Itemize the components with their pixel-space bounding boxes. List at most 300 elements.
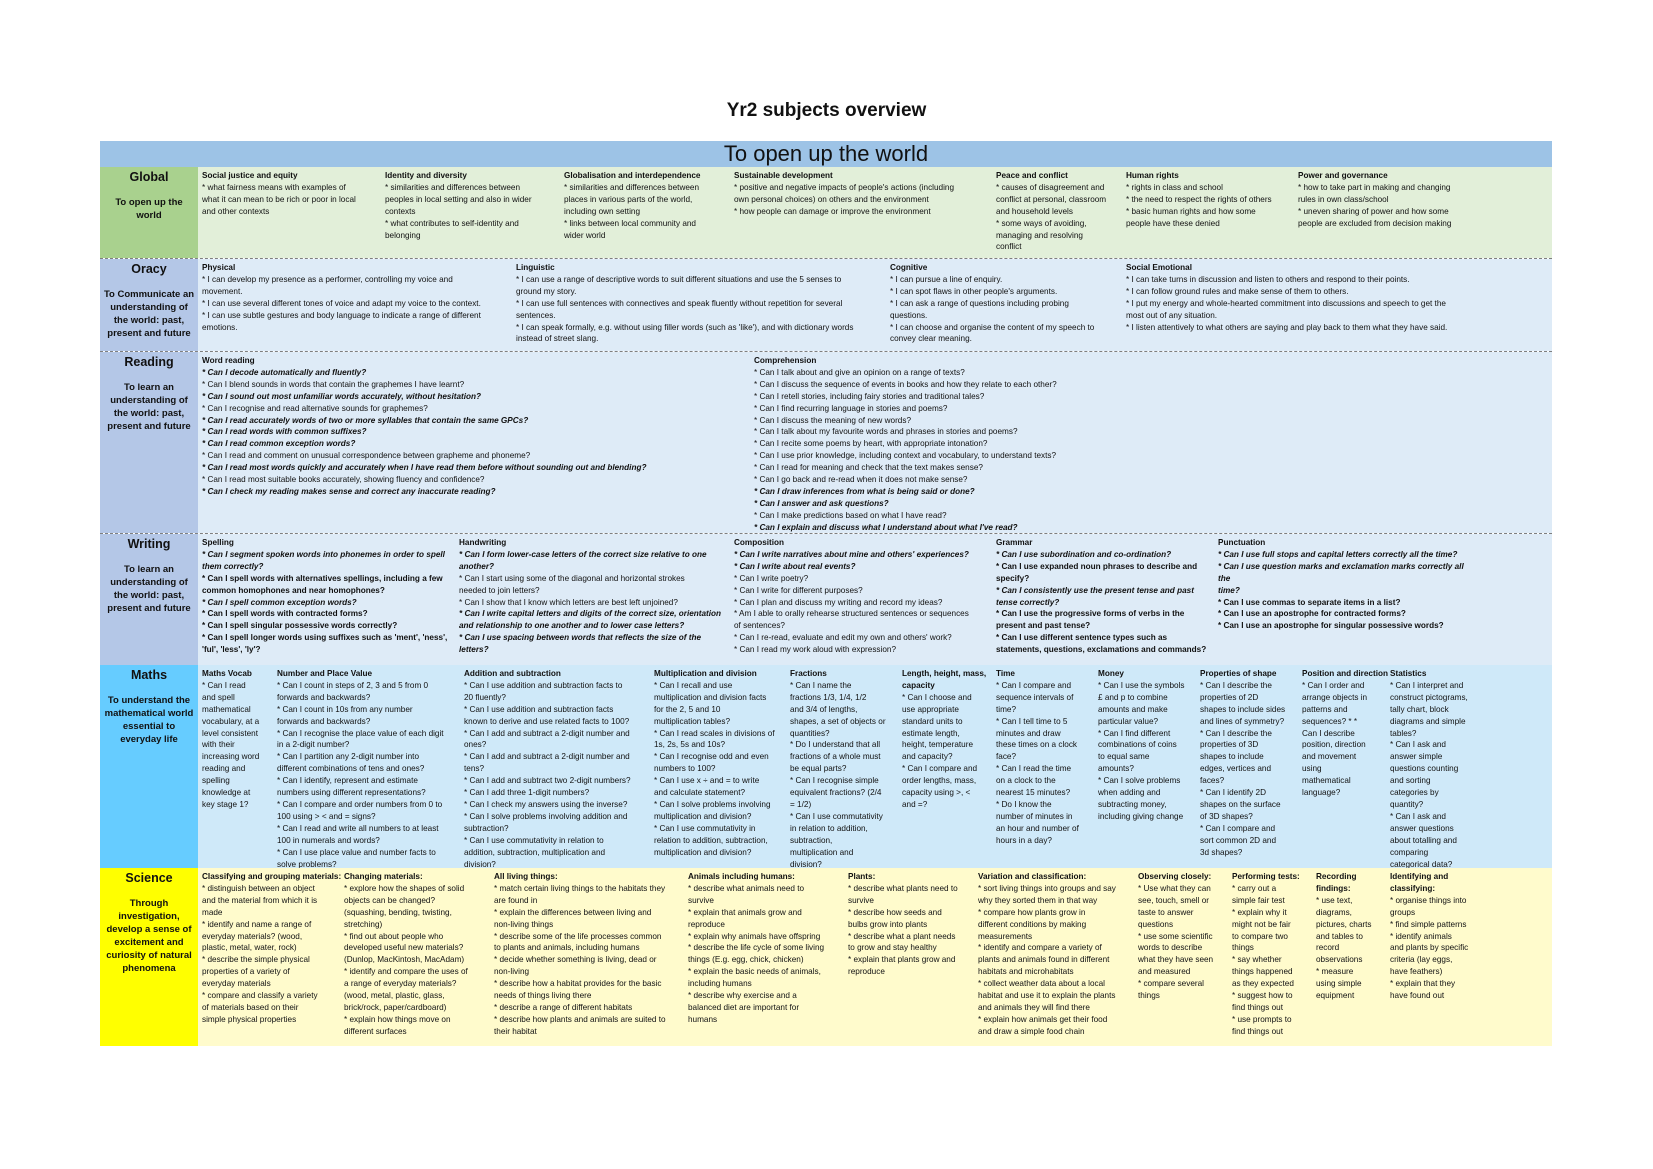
oracy-topic-line: convey clear meaning. [890, 334, 972, 344]
science-subject-aim: Through investigation, develop a sense of excitement and curiosity of natural phenomena [106, 898, 192, 974]
science-topic-heading: Animals including humans: [688, 872, 795, 881]
maths-topic-line: numbers to 100? [654, 764, 716, 774]
writing-topic-column [734, 534, 994, 656]
writing-topic-heading: Handwriting [459, 538, 507, 547]
reading-subject-name: Reading [124, 355, 174, 369]
science-topic-line: a range of everyday materials? [344, 979, 457, 989]
maths-topic-line: position, direction [1302, 740, 1366, 750]
science-topic-line: observations [1316, 955, 1363, 965]
maths-topic-line: = 1/2) [790, 799, 812, 809]
writing-topic-column [459, 534, 729, 656]
maths-topic-line: categorical data? [1390, 859, 1453, 869]
science-topic-line: measurements [978, 931, 1033, 941]
oracy-topic-line: emotions. [202, 322, 238, 332]
science-topic-line: pictures, charts [1316, 919, 1372, 929]
global-topic-line: and other contexts [202, 206, 270, 216]
reading-topic-heading: Word reading [202, 356, 255, 365]
science-topic-line: * explain how things move on [344, 1014, 451, 1024]
oracy-topic-heading: Linguistic [516, 263, 555, 272]
writing-topic-line: * Can I use commas to separate items in a list? [1218, 597, 1401, 607]
reading-topic-line: * Can I discuss the sequence of events in books and how they relate to each other? [754, 379, 1057, 389]
oracy-topic-line: * I can use subtle gestures and body language to indicate a range of different [202, 310, 481, 320]
maths-topic-line: * Can I check my answers using the inverse? [464, 799, 628, 809]
maths-topic-line: time? [996, 704, 1017, 714]
science-topic-line: as they expected [1232, 979, 1294, 989]
oracy-topic-column [890, 259, 1122, 345]
maths-topic-line: shapes to include sides [1200, 704, 1286, 714]
writing-topic-line: * Can I consistently use the present tense and past [996, 585, 1194, 595]
maths-topic-heading: Statistics [1390, 669, 1427, 678]
science-topic-column [494, 868, 688, 1038]
oracy-topic-line: * I listen attentively to what others are saying and play back to them what they have said. [1126, 322, 1448, 332]
global-topic-line: * links between local community and [564, 218, 696, 228]
maths-topic-line: spelling [202, 776, 230, 786]
maths-topic-line: * Can I name the [790, 680, 852, 690]
science-topic-line: have feathers) [1390, 967, 1443, 977]
maths-topic-line: subtraction, [790, 835, 833, 845]
maths-topic-line: in a 2-digit number? [277, 740, 350, 750]
maths-topic-line: knowledge at [202, 788, 251, 798]
maths-topic-line: * Can I compare and [996, 680, 1072, 690]
science-topic-line: their habitat [494, 1026, 537, 1036]
maths-topic-line: language? [1302, 788, 1341, 798]
writing-topic-line: * Can I spell longer words using suffixes such as 'ment', 'ness', [202, 633, 448, 643]
science-topic-column [1138, 868, 1232, 1002]
maths-topic-line: * Can I recognise the place value of each digit [277, 728, 444, 738]
reading-topic-line: * Can I make predictions based on what I have read? [754, 510, 947, 520]
science-topic-line: * decide whether something is living, dead or [494, 955, 657, 965]
science-topic-column [1232, 868, 1314, 1038]
science-topic-line: * describe what a plant needs [848, 931, 956, 941]
global-topic-line: people have these denied [1126, 218, 1220, 228]
science-topic-heading: Performing tests: [1232, 872, 1300, 881]
reading-topic-line: * Can I read words with common suffixes? [202, 427, 367, 437]
global-topic-heading: Power and governance [1298, 171, 1388, 180]
maths-topic-line: * Can I choose and [902, 692, 972, 702]
science-topic-line: why they sorted them in that way [978, 895, 1098, 905]
science-topic-line: record [1316, 943, 1340, 953]
oracy-topic-line: * I can use several different tones of voice and adapt my voice to the context. [202, 298, 481, 308]
reading-topic-line: * Can I read accurately words of two or more syllables that contain the same GPCs? [202, 415, 529, 425]
science-topic-line: and plants by specific [1390, 943, 1469, 953]
science-topic-line: everyday materials? (wood, [202, 931, 303, 941]
oracy-topic-column [202, 259, 512, 333]
science-topic-line: developed useful new materials? [344, 943, 464, 953]
global-topic-line: contexts [385, 206, 416, 216]
science-topic-line: properties of a variety of [202, 967, 290, 977]
oracy-topic-line: movement. [202, 286, 243, 296]
science-topic-line: to grow and stay healthy [848, 943, 937, 953]
maths-topic-line: questions counting [1390, 764, 1459, 774]
science-topic-line: * describe how a habitat provides for the basic [494, 979, 662, 989]
maths-topic-line: including giving change [1098, 811, 1184, 821]
maths-topic-line: quantities? [790, 728, 830, 738]
maths-topic-line: and lines of symmetry? [1200, 716, 1285, 726]
page-title: Yr2 subjects overview [726, 100, 927, 121]
science-topic-line: diagrams, [1316, 907, 1352, 917]
reading-topic-line: * Can I decode automatically and fluently? [202, 367, 367, 377]
maths-topic-line: categories by [1390, 788, 1439, 798]
global-topic-heading: Sustainable development [734, 171, 833, 180]
maths-topic-line: tables? [1390, 728, 1417, 738]
science-topic-line: * find out about people who [344, 931, 444, 941]
maths-topic-line: shapes, a set of objects or [790, 716, 886, 726]
oracy-topic-heading: Cognitive [890, 263, 928, 272]
writing-topic-heading: Grammar [996, 538, 1033, 547]
science-topic-line: words to describe [1138, 943, 1203, 953]
maths-topic-line: capacity using >, < [902, 788, 971, 798]
maths-topic-line: * Do I know the [996, 799, 1052, 809]
maths-topic-line: * Can I solve problems [1098, 776, 1181, 786]
maths-topic-line: forwards and backwards? [277, 716, 371, 726]
global-topic-line: * some ways of avoiding, [996, 218, 1087, 228]
maths-topic-line: * Can I use addition and subtraction facts [464, 704, 614, 714]
science-topic-line: made [202, 907, 223, 917]
science-topic-line: * distinguish between an object [202, 883, 315, 893]
banner-title: To open up the world [100, 141, 1552, 167]
maths-topic-line: hours in a day? [996, 835, 1052, 845]
science-topic-line: * explain why it [1232, 907, 1287, 917]
maths-topic-line: diagrams and simple [1390, 716, 1466, 726]
maths-topic-line: * Can I solve problems involving addition and [464, 811, 628, 821]
maths-topic-line: different combinations of tens and ones? [277, 764, 425, 774]
reading-topic-line: * Can I find recurring language in stories and poems? [754, 403, 948, 413]
writing-topic-line: another? [459, 561, 495, 571]
science-topic-line: to compare two [1232, 931, 1288, 941]
writing-topic-line: * Can I use different sentence types such as [996, 633, 1168, 643]
reading-topic-line: * Can I check my reading makes sense and correct any inaccurate reading? [202, 486, 496, 496]
maths-topic-line: 20 fluently? [464, 692, 506, 702]
science-topic-line: * carry out a [1232, 883, 1277, 893]
global-topic-heading: Social justice and equity [202, 171, 298, 180]
maths-topic-line: 100 in numerals and words? [277, 835, 380, 845]
maths-topic-column [654, 665, 788, 859]
maths-topic-line: number of minutes in [996, 811, 1073, 821]
oracy-label [100, 259, 198, 351]
science-topic-line: * use prompts to [1232, 1014, 1292, 1024]
maths-topic-line: increasing word [202, 752, 260, 762]
global-topic-line: belonging [385, 230, 421, 240]
maths-topic-column [1302, 665, 1388, 799]
maths-topic-line: properties of 3D [1200, 740, 1259, 750]
global-topic-line: * positive and negative impacts of people's actions (including [734, 182, 955, 192]
maths-topic-line: shapes on the surface [1200, 799, 1281, 809]
global-label [100, 167, 198, 258]
science-topic-line: * suggest how to [1232, 991, 1293, 1001]
writing-topic-line: * Can I spell words with alternatives spellings, including a few [202, 573, 443, 583]
maths-topic-column [1098, 665, 1198, 823]
maths-topic-line: equivalent fractions? (2/4 [790, 788, 882, 798]
writing-topic-line: * Can I start using some of the diagonal and horizontal strokes [459, 573, 685, 583]
maths-topic-line: and capacity? [902, 752, 953, 762]
science-topic-line: * explain that animals grow and [688, 907, 802, 917]
science-topic-line: * describe the life cycle of some living [688, 943, 825, 953]
science-topic-heading: Recording findings: [1316, 872, 1357, 893]
science-topic-line: see, touch, smell or [1138, 895, 1209, 905]
maths-topic-heading: Position and direction [1302, 669, 1388, 678]
maths-topic-line: for the 2, 5 and 10 [654, 704, 721, 714]
science-topic-line: find things out [1232, 1026, 1283, 1036]
maths-topic-line: sequence intervals of [996, 692, 1074, 702]
maths-topic-line: and =? [902, 799, 928, 809]
maths-topic-line: * Can I read [202, 680, 246, 690]
maths-topic-line: * Can I add and subtract a 2-digit number and [464, 728, 630, 738]
science-topic-line: things happened [1232, 967, 1293, 977]
science-topic-line: plants and animals found in different [978, 955, 1110, 965]
writing-subject-name: Writing [127, 537, 171, 551]
writing-content [198, 534, 1552, 665]
maths-topic-line: sort common 2D and [1200, 835, 1276, 845]
maths-topic-line: particular value? [1098, 716, 1159, 726]
science-topic-line: survive [848, 895, 874, 905]
writing-topic-column [202, 534, 454, 656]
global-topic-line: peoples in local setting and also in wider [385, 194, 532, 204]
science-topic-line: things [1232, 943, 1254, 953]
writing-topic-line: * Can I plan and discuss my writing and record my ideas? [734, 597, 943, 607]
science-topic-line: groups [1390, 907, 1416, 917]
science-topic-line: (squashing, bending, twisting, [344, 907, 452, 917]
maths-topic-line: height, temperature [902, 740, 974, 750]
reading-topic-line: * Can I go back and re-read when it does not make sense? [754, 475, 968, 485]
maths-topic-line: properties of 2D [1200, 692, 1259, 702]
maths-topic-line: * Can I use addition and subtraction facts to [464, 680, 623, 690]
science-topic-line: are found in [494, 895, 538, 905]
maths-topic-line: tally chart, block [1390, 704, 1449, 714]
oracy-topic-line: * I can take turns in discussion and listen to others and respond to their points. [1126, 274, 1410, 284]
global-topic-heading: Peace and conflict [996, 171, 1068, 180]
global-topic-line: * rights in class and school [1126, 182, 1223, 192]
science-subject-name: Science [125, 871, 173, 885]
oracy-topic-line: * I can use a range of descriptive words to suit different situations and use the 5 senses to [516, 274, 842, 284]
writing-topic-line: * Can I write about real events? [734, 561, 856, 571]
science-topic-line: and the material from which it is [202, 895, 318, 905]
oracy-topic-line: * I can ask a range of questions including probing [890, 298, 1069, 308]
global-topic-column [564, 167, 729, 241]
oracy-topic-heading: Physical [202, 263, 236, 272]
science-topic-line: * sort living things into groups and say [978, 883, 1116, 893]
maths-topic-line: answer simple [1390, 752, 1443, 762]
science-topic-line: * say whether [1232, 955, 1282, 965]
global-topic-line: * how people can damage or improve the environment [734, 206, 931, 216]
oracy-topic-line: ground my story. [516, 286, 577, 296]
maths-topic-line: * Can I compare and [1200, 823, 1276, 833]
global-topic-line: * similarities and differences between [564, 182, 700, 192]
maths-topic-line: ones? [464, 740, 487, 750]
maths-topic-line: when adding and [1098, 788, 1161, 798]
global-topic-line: * the need to respect the rights of others [1126, 194, 1272, 204]
oracy-topic-line: most out of any situation. [1126, 310, 1218, 320]
science-topic-line: humans [688, 1014, 718, 1024]
science-topic-line: * explain the differences between living and [494, 907, 652, 917]
science-topic-line: * collect weather data about a local [978, 979, 1105, 989]
writing-subject-aim: To learn an understanding of the world: past, present and future [107, 564, 191, 614]
oracy-topic-line: sentences. [516, 310, 556, 320]
reading-topic-line: * Can I blend sounds in words that contain the graphemes I have learnt? [202, 379, 465, 389]
maths-topic-line: mathematical [202, 704, 251, 714]
maths-topic-line: shapes to include [1200, 752, 1264, 762]
row-maths [100, 665, 1552, 868]
maths-topic-line: an hour and number of [996, 823, 1079, 833]
global-topic-line: conflict at personal, classroom [996, 194, 1107, 204]
maths-topic-column [277, 665, 463, 870]
science-topic-column [1390, 868, 1486, 1002]
maths-topic-line: of 3D shapes? [1200, 811, 1253, 821]
science-topic-line: * explain that plants grow and [848, 955, 956, 965]
maths-topic-line: and 3/4 of lengths, [790, 704, 858, 714]
global-topic-line: managing and resolving [996, 230, 1083, 240]
global-subject-aim: To open up the world [115, 197, 183, 221]
maths-topic-line: * Can I recognise simple [790, 776, 879, 786]
global-topic-line: * how to take part in making and changing [1298, 182, 1451, 192]
global-topic-column [1126, 167, 1294, 230]
science-topic-line: non-living things [494, 919, 554, 929]
science-topic-line: objects can be changed? [344, 895, 436, 905]
science-content [198, 868, 1552, 1046]
writing-topic-line: needed to join letters? [459, 585, 540, 595]
science-topic-line: things [1138, 991, 1160, 1001]
science-topic-line: * identify animals [1390, 931, 1452, 941]
maths-topic-line: * Can I ask and [1390, 811, 1446, 821]
science-topic-line: * describe how seeds and [848, 907, 942, 917]
maths-topic-line: order lengths, mass, [902, 776, 977, 786]
global-topic-column [734, 167, 989, 218]
maths-topic-line: * Can I compare and [902, 764, 978, 774]
writing-topic-line: * Can I re-read, evaluate and edit my own and others' work? [734, 633, 952, 643]
science-topic-line: including humans [688, 979, 752, 989]
writing-topic-column [996, 534, 1216, 656]
writing-topic-line: time? [1218, 585, 1240, 595]
science-topic-heading: Plants: [848, 872, 876, 881]
writing-topic-line: * Can I write for different purposes? [734, 585, 863, 595]
science-topic-line: * describe the simple physical [202, 955, 310, 965]
maths-topic-line: be equal parts? [790, 764, 847, 774]
oracy-topic-heading: Social Emotional [1126, 263, 1192, 272]
science-topic-column [848, 868, 976, 978]
science-topic-line: to plants and animals, including humans [494, 943, 640, 953]
writing-topic-line: * Can I use question marks and exclamation marks correctly all the [1218, 561, 1464, 583]
reading-label [100, 352, 198, 533]
science-topic-line: and measured [1138, 967, 1191, 977]
science-topic-line: * compare several [1138, 979, 1204, 989]
maths-topic-line: and sorting [1390, 776, 1431, 786]
writing-topic-line: * Can I use full stops and capital letters correctly all the time? [1218, 549, 1458, 559]
maths-topic-line: * Can I use the symbols [1098, 680, 1185, 690]
science-topic-line: * describe what plants need to [848, 883, 958, 893]
writing-topic-line: * Can I use an apostrophe for contracted forms? [1218, 609, 1406, 619]
maths-topic-column [790, 665, 900, 870]
science-topic-heading: Observing closely: [1138, 872, 1212, 881]
maths-topic-line: about totalling and [1390, 835, 1457, 845]
maths-topic-line: use appropriate [902, 704, 959, 714]
writing-topic-line: * Can I use expanded noun phrases to describe and [996, 561, 1198, 571]
maths-topic-line: multiplication and division facts [654, 692, 767, 702]
maths-topic-line: forwards and backwards? [277, 692, 371, 702]
science-topic-line: criteria (lay eggs, [1390, 955, 1453, 965]
writing-topic-line: tense correctly? [996, 597, 1060, 607]
maths-topic-column [202, 665, 274, 811]
maths-topic-line: division? [790, 859, 822, 869]
maths-topic-column [996, 665, 1096, 847]
global-subject-name: Global [129, 170, 169, 184]
writing-topic-line: statements, questions, exclamations and commands? [996, 645, 1207, 655]
maths-topic-line: * Can I use place value and number facts to [277, 847, 436, 857]
row-science [100, 868, 1552, 1046]
maths-topic-line: * Do I understand that all [790, 740, 881, 750]
maths-topic-line: combinations of coins [1098, 740, 1177, 750]
maths-topic-line: * Can I read the time [996, 764, 1072, 774]
science-topic-line: different conditions by making [978, 919, 1087, 929]
science-topic-line: needs of things living there [494, 991, 592, 1001]
maths-topic-line: * Can I use commutativity [790, 811, 883, 821]
writing-topic-line: and relationship to one another and to lower case letters? [459, 621, 685, 631]
maths-topic-line: fractions of a whole must [790, 752, 881, 762]
reading-topic-line: * Can I answer and ask questions? [754, 498, 889, 508]
oracy-topic-line: * I can choose and organise the content of my speech to [890, 322, 1095, 332]
oracy-topic-line: * I put my energy and whole-hearted commitment into discussions and speech to get the [1126, 298, 1446, 308]
maths-topic-line: * Can I count in 10s from any number [277, 704, 413, 714]
maths-topic-line: 3d shapes? [1200, 847, 1243, 857]
science-topic-line: habitats and microhabitats [978, 967, 1074, 977]
overview-table [100, 141, 1552, 1046]
maths-topic-line: * Can I use x ÷ and = to write [654, 776, 760, 786]
science-topic-line: survive [688, 895, 714, 905]
writing-topic-line: * Can I segment spoken words into phonemes in order to spell [202, 549, 445, 559]
maths-topic-line: solve problems? [277, 859, 337, 869]
science-topic-line: questions [1138, 919, 1174, 929]
science-topic-line: equipment [1316, 991, 1355, 1001]
global-topic-line: and household levels [996, 206, 1073, 216]
oracy-topic-line: * I can follow ground rules and make sense of them to others. [1126, 286, 1349, 296]
maths-topic-line: fractions 1/3, 1/4, 1/2 [790, 692, 867, 702]
science-topic-line: simple fair test [1232, 895, 1285, 905]
reading-topic-line: * Can I read most words quickly and accurately when I have read them before without sounding out and blending? [202, 463, 647, 473]
maths-topic-line: these times on a clock [996, 740, 1078, 750]
science-topic-line: reproduce [848, 967, 885, 977]
global-topic-column [996, 167, 1121, 253]
maths-topic-line: addition, subtraction, multiplication and [464, 847, 606, 857]
science-topic-line: brick/rock, paper/cardboard) [344, 1002, 447, 1012]
global-topic-line: conflict [996, 242, 1022, 252]
reading-topic-column [202, 352, 750, 498]
maths-topic-line: 100 using > < and = signs? [277, 811, 376, 821]
science-topic-line: * explain the basic needs of animals, [688, 967, 821, 977]
writing-topic-line: * Can I form lower-case letters of the correct size relative to one [459, 549, 707, 559]
writing-topic-line: present and past tense? [996, 621, 1091, 631]
science-topic-line: non-living [494, 967, 530, 977]
writing-topic-heading: Punctuation [1218, 538, 1266, 547]
science-topic-line: habitat and use it to explain the plants [978, 991, 1116, 1001]
science-topic-column [202, 868, 342, 1026]
maths-topic-line: answer questions [1390, 823, 1454, 833]
global-topic-column [202, 167, 380, 218]
maths-topic-line: reading and [202, 764, 246, 774]
writing-topic-line: letters? [459, 645, 489, 655]
science-topic-line: * describe how plants and animals are suited to [494, 1014, 666, 1024]
maths-topic-line: * Can I count in steps of 2, 3 and 5 from 0 [277, 680, 429, 690]
science-topic-line: find things out [1232, 1002, 1283, 1012]
science-topic-line: * measure [1316, 967, 1354, 977]
oracy-topic-line: * I can develop my presence as a performer, controlling my voice and [202, 274, 453, 284]
science-topic-line: stretching) [344, 919, 383, 929]
writing-topic-line: * Can I use the progressive forms of verbs in the [996, 609, 1185, 619]
reading-topic-column [754, 352, 1314, 534]
science-topic-line: * compare and classify a variety [202, 991, 318, 1001]
oracy-topic-line: instead of street slang. [516, 334, 599, 344]
writing-topic-line: * Can I show that I know which letters are best left unjoined? [459, 597, 678, 607]
global-topic-line: rules in own class/school [1298, 194, 1389, 204]
science-topic-heading: All living things: [494, 872, 558, 881]
global-topic-line: * what fairness means with examples of [202, 182, 346, 192]
